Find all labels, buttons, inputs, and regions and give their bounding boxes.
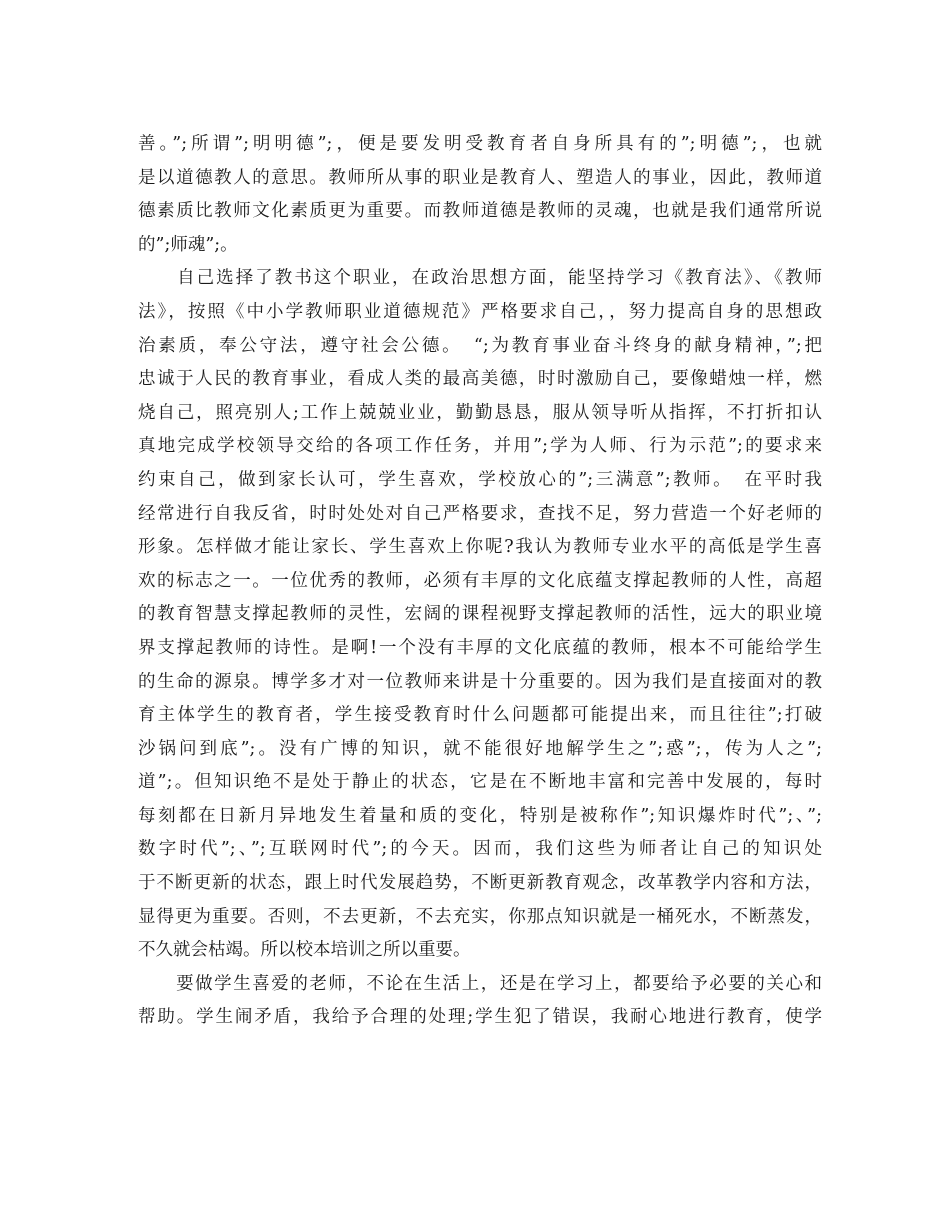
text-line: 治素质，奉公守法，遵守社会公德。 “;为教育事业奋斗终身的献身精神，”;把 bbox=[138, 335, 822, 356]
paragraph bbox=[138, 968, 822, 1035]
text-line: 要做学生喜爱的老师，不论在生活上，还是在学习上，都要给予必要的关心和 bbox=[138, 973, 822, 994]
text-line: 界支撑起教师的诗性。是啊!一个没有丰厚的文化底蕴的教师，根本不可能给学生 bbox=[138, 637, 822, 658]
text-line: 约束自己，做到家长认可，学生喜欢，学校放心的”;三满意”;教师。 在平时我 bbox=[138, 469, 822, 490]
text-line: 的教育智慧支撑起教师的灵性，宏阔的课程视野支撑起教师的活性，远大的职业境 bbox=[138, 604, 822, 625]
text-line: 的”;师魂”;。 bbox=[138, 234, 238, 255]
text-line: 道”;。但知识绝不是处于静止的状态，它是在不断地丰富和完善中发展的，每时 bbox=[138, 772, 822, 793]
text-line: 帮助。学生闹矛盾，我给予合理的处理;学生犯了错误，我耐心地进行教育，使学 bbox=[138, 1007, 822, 1028]
paragraph bbox=[138, 262, 822, 967]
text-line: 真地完成学校领导交给的各项工作任务，并用”;学为人师、行为示范”;的要求来 bbox=[138, 436, 822, 457]
text-line: 沙锅问到底”;。没有广博的知识，就不能很好地解学生之”;惑”;，传为人之”; bbox=[138, 738, 822, 759]
paragraph bbox=[138, 128, 822, 262]
text-line: 法》，按照《中小学教师职业道德规范》严格要求自己，，努力提高自身的思想政 bbox=[138, 301, 822, 322]
text-line: 形象。怎样做才能让家长、学生喜欢上你呢?我认为教师专业水平的高低是学生喜 bbox=[138, 537, 822, 558]
text-line: 不久就会枯竭。所以校本培训之所以重要。 bbox=[138, 940, 471, 961]
text-line: 每刻都在日新月异地发生着量和质的变化，特别是被称作”;知识爆炸时代”;、”; bbox=[138, 805, 822, 826]
text-line: 忠诚于人民的教育事业，看成人类的最高美德，时时激励自己，要像蜡烛一样，燃 bbox=[138, 369, 822, 390]
text-line: 显得更为重要。否则，不去更新，不去充实，你那点知识就是一桶死水，不断蒸发， bbox=[138, 906, 822, 927]
document-body bbox=[138, 128, 822, 1035]
text-line: 的生命的源泉。博学多才对一位教师来讲是十分重要的。因为我们是直接面对的教 bbox=[138, 671, 822, 692]
text-line: 欢的标志之一。一位优秀的教师，必须有丰厚的文化底蕴支撑起教师的人性，高超 bbox=[138, 570, 822, 591]
text-line: 数字时代”;、”;互联网时代”;的今天。因而，我们这些为师者让自己的知识处 bbox=[138, 839, 822, 860]
text-line: 是以道德教人的意思。教师所从事的职业是教育人、塑造人的事业，因此，教师道 bbox=[138, 167, 822, 188]
text-line: 育主体学生的教育者，学生接受教育时什么问题都可能提出来，而且往往”;打破 bbox=[138, 705, 822, 726]
text-line: 自己选择了教书这个职业，在政治思想方面，能坚持学习《教育法》、《教师 bbox=[138, 268, 822, 289]
text-line: 烧自己，照亮别人;工作上兢兢业业，勤勤恳恳，服从领导听从指挥，不打折扣认 bbox=[138, 402, 822, 423]
text-line: 于不断更新的状态，跟上时代发展趋势，不断更新教育观念，改革教学内容和方法， bbox=[138, 873, 822, 894]
text-line: 善。”;所谓”;明明德”;，便是要发明受教育者自身所具有的”;明德”;，也就 bbox=[138, 134, 822, 154]
text-line: 德素质比教师文化素质更为重要。而教师道德是教师的灵魂，也就是我们通常所说 bbox=[138, 201, 822, 222]
text-line: 经常进行自我反省，时时处处对自己严格要求，查找不足，努力营造一个好老师的 bbox=[138, 503, 822, 524]
